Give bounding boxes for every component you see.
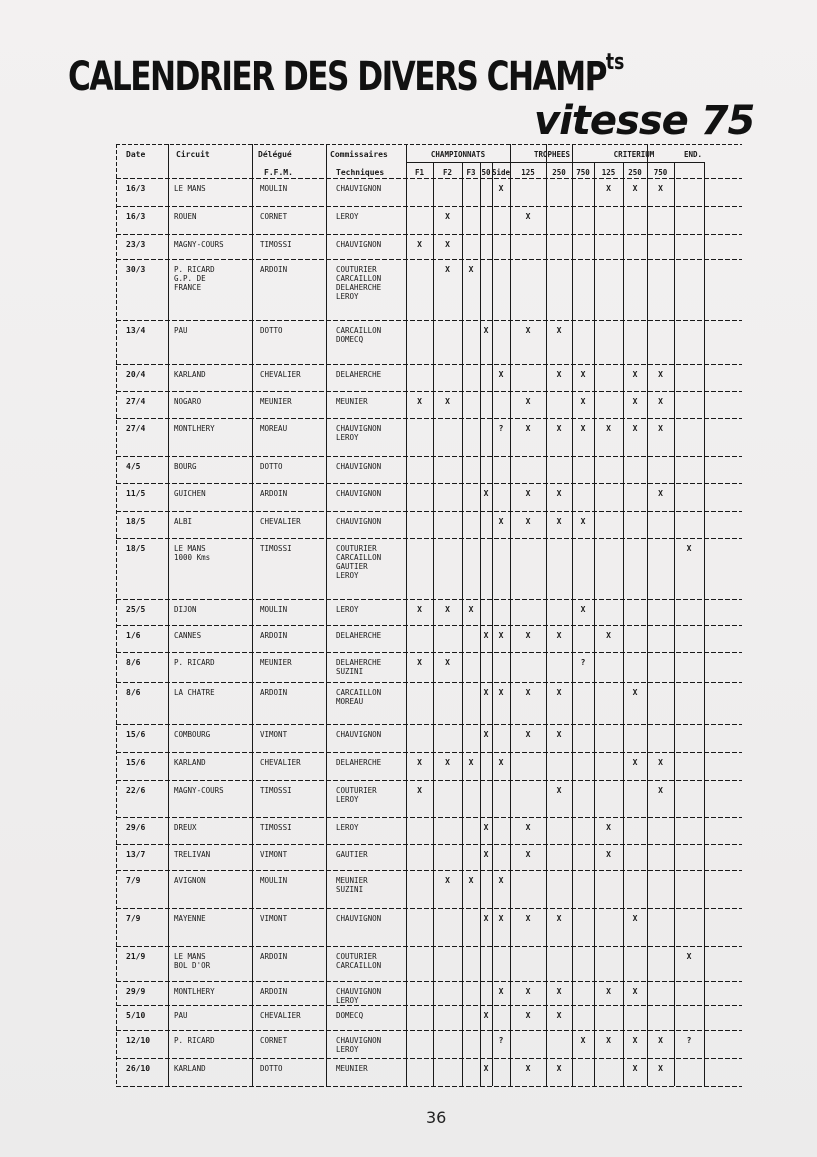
row-mark: X: [658, 1036, 663, 1045]
row-mark: X: [417, 605, 422, 614]
row-mark: X: [525, 730, 531, 739]
row-commissaire: DELAHERCHE: [336, 758, 382, 767]
row-mark: X: [525, 1064, 531, 1073]
header-subcolumn: 250: [552, 168, 566, 177]
row-mark: X: [632, 1036, 638, 1045]
row-mark: X: [632, 397, 638, 406]
row-commissaire: CHAUVIGNON: [336, 424, 382, 433]
row-commissaire: COUTURIER: [336, 265, 377, 274]
row-mark: X: [606, 987, 611, 996]
row-circuit: BOL D'OR: [174, 961, 211, 970]
row-date: 1/6: [126, 631, 141, 640]
row-mark: X: [580, 1036, 586, 1045]
row-mark: X: [686, 952, 692, 961]
row-delegue: CHEVALIER: [260, 517, 301, 526]
row-mark: X: [483, 688, 489, 697]
row-mark: X: [483, 850, 489, 859]
row-mark: X: [556, 914, 562, 923]
row-date: 27/4: [126, 397, 146, 406]
header-date: Date: [126, 150, 146, 159]
row-circuit: P. RICARD: [174, 658, 215, 667]
row-mark: X: [632, 370, 638, 379]
row-mark: X: [556, 517, 562, 526]
row-date: 8/6: [126, 658, 141, 667]
row-circuit: BOURG: [174, 462, 197, 471]
row-mark: X: [483, 914, 489, 923]
row-date: 23/3: [126, 240, 146, 249]
header-subcolumn: Side: [491, 168, 511, 177]
row-commissaire: DOMECQ: [336, 335, 364, 344]
calendar-table: [116, 144, 742, 1094]
row-date: 18/5: [126, 517, 146, 526]
row-commissaire: CARCAILLON: [336, 274, 382, 283]
row-commissaire: CHAUVIGNON: [336, 517, 382, 526]
row-date: 26/10: [126, 1064, 151, 1073]
row-mark: X: [498, 987, 504, 996]
row-commissaire: CARCAILLON: [336, 961, 382, 970]
row-circuit: KARLAND: [174, 758, 206, 767]
row-mark: X: [445, 605, 450, 614]
row-delegue: TIMOSSI: [260, 823, 292, 832]
row-mark: X: [556, 730, 562, 739]
row-circuit: MAGNY-COURS: [174, 786, 224, 795]
row-delegue: DOTTO: [260, 462, 283, 471]
row-delegue: TIMOSSI: [260, 786, 292, 795]
header-commissaires: Commissaires: [330, 150, 388, 159]
row-mark: X: [483, 326, 489, 335]
row-mark: X: [417, 758, 422, 767]
row-commissaire: CHAUVIGNON: [336, 184, 382, 193]
row-mark: X: [483, 1011, 489, 1020]
row-mark: X: [632, 914, 638, 923]
row-commissaire: COUTURIER: [336, 952, 377, 961]
row-mark: X: [606, 184, 611, 193]
row-mark: X: [525, 212, 531, 221]
row-delegue: DOTTO: [260, 1064, 283, 1073]
row-mark: X: [632, 987, 638, 996]
row-mark: X: [632, 758, 638, 767]
row-mark: X: [556, 1011, 562, 1020]
row-mark: X: [417, 658, 422, 667]
row-date: 16/3: [126, 184, 146, 193]
row-delegue: CORNET: [260, 212, 288, 221]
row-mark: X: [525, 489, 531, 498]
row-commissaire: CHAUVIGNON: [336, 1036, 382, 1045]
row-delegue: DOTTO: [260, 326, 283, 335]
row-mark: X: [606, 631, 611, 640]
row-mark: X: [606, 424, 611, 433]
row-mark: X: [658, 424, 663, 433]
row-date: 12/10: [126, 1036, 151, 1045]
row-circuit: G.P. DE: [174, 274, 206, 283]
header-championnats: CHAMPIONNATS: [430, 150, 486, 159]
row-mark: X: [525, 631, 531, 640]
row-mark: X: [606, 1036, 611, 1045]
row-date: 22/6: [126, 786, 146, 795]
row-mark: X: [445, 397, 450, 406]
row-mark: X: [580, 424, 586, 433]
row-mark: X: [417, 786, 422, 795]
row-mark: X: [483, 489, 489, 498]
row-mark: X: [580, 370, 586, 379]
row-mark: X: [498, 876, 504, 885]
row-mark: X: [580, 605, 586, 614]
row-mark: X: [525, 1011, 531, 1020]
row-circuit: COMBOURG: [174, 730, 211, 739]
row-mark: X: [483, 631, 489, 640]
row-commissaire: CARCAILLON: [336, 688, 382, 697]
row-date: 27/4: [126, 424, 146, 433]
row-circuit: DREUX: [174, 823, 197, 832]
row-circuit: TRELIVAN: [174, 850, 211, 859]
row-mark: X: [632, 1064, 638, 1073]
row-circuit: MONTLHERY: [174, 424, 215, 433]
row-commissaire: LEROY: [336, 1045, 359, 1054]
row-commissaire: CHAUVIGNON: [336, 914, 382, 923]
row-commissaire: MEUNIER: [336, 397, 368, 406]
row-commissaire: SUZINI: [336, 885, 364, 894]
row-circuit: ALBI: [174, 517, 193, 526]
row-mark: X: [483, 730, 489, 739]
row-circuit: MAGNY-COURS: [174, 240, 224, 249]
row-commissaire: LEROY: [336, 292, 359, 301]
header-ffm: F.F.M.: [264, 168, 293, 177]
header-criterium: CRITERIUM: [613, 150, 655, 159]
row-commissaire: GAUTIER: [336, 850, 368, 859]
row-commissaire: CHAUVIGNON: [336, 730, 382, 739]
header-subcolumn: 250: [628, 168, 642, 177]
row-mark: X: [445, 240, 450, 249]
row-commissaire: LEROY: [336, 571, 359, 580]
row-circuit: ROUEN: [174, 212, 197, 221]
row-delegue: CORNET: [260, 1036, 288, 1045]
row-delegue: ARDOIN: [260, 688, 288, 697]
page-number: 36: [426, 1108, 447, 1127]
row-mark: X: [556, 688, 562, 697]
row-mark: X: [606, 850, 611, 859]
row-mark: X: [417, 240, 422, 249]
row-mark: X: [686, 544, 692, 553]
row-mark: X: [556, 370, 562, 379]
row-delegue: VIMONT: [260, 914, 288, 923]
row-circuit: LE MANS: [174, 952, 206, 961]
row-mark: X: [525, 517, 531, 526]
row-commissaire: CHAUVIGNON: [336, 489, 382, 498]
row-mark: X: [632, 688, 638, 697]
row-date: 13/7: [126, 850, 146, 859]
row-date: 25/5: [126, 605, 146, 614]
row-mark: X: [483, 1064, 489, 1073]
row-mark: X: [632, 424, 638, 433]
row-commissaire: MEUNIER: [336, 1064, 368, 1073]
row-circuit: P. RICARD: [174, 265, 215, 274]
row-mark: ?: [580, 658, 586, 667]
row-commissaire: CHAUVIGNON: [336, 240, 382, 249]
row-circuit: MONTLHERY: [174, 987, 215, 996]
header-end: END.: [683, 150, 703, 159]
row-mark: X: [580, 517, 586, 526]
row-mark: X: [580, 397, 586, 406]
row-commissaire: CARCAILLON: [336, 553, 382, 562]
row-mark: X: [417, 397, 422, 406]
row-mark: X: [556, 631, 562, 640]
header-delegue: Délégué: [258, 150, 292, 159]
row-mark: X: [556, 424, 562, 433]
row-commissaire: COUTURIER: [336, 544, 377, 553]
row-mark: X: [468, 758, 474, 767]
header-subcolumn: 125: [521, 168, 535, 177]
row-circuit: 1000 Kms: [174, 553, 211, 562]
header-trophees: TROPHEES: [533, 150, 571, 159]
row-circuit: NOGARO: [174, 397, 202, 406]
row-mark: X: [556, 326, 562, 335]
row-mark: X: [498, 914, 504, 923]
row-delegue: ARDOIN: [260, 489, 288, 498]
row-mark: X: [445, 265, 450, 274]
row-mark: X: [658, 758, 663, 767]
row-circuit: KARLAND: [174, 370, 206, 379]
row-delegue: TIMOSSI: [260, 240, 292, 249]
row-mark: X: [498, 688, 504, 697]
row-mark: X: [556, 489, 562, 498]
row-date: 29/6: [126, 823, 146, 832]
row-mark: X: [468, 265, 474, 274]
row-circuit: P. RICARD: [174, 1036, 215, 1045]
row-commissaire: LEROY: [336, 823, 359, 832]
row-date: 11/5: [126, 489, 146, 498]
row-delegue: ARDOIN: [260, 987, 288, 996]
row-date: 30/3: [126, 265, 146, 274]
header-subcolumn: 750: [653, 168, 668, 177]
row-mark: X: [525, 987, 531, 996]
row-mark: X: [525, 424, 531, 433]
header-subcolumn: 50: [481, 168, 491, 177]
row-mark: X: [483, 823, 489, 832]
row-date: 15/6: [126, 758, 146, 767]
row-mark: X: [658, 1064, 663, 1073]
row-mark: X: [445, 758, 450, 767]
row-mark: X: [498, 370, 504, 379]
row-delegue: VIMONT: [260, 850, 288, 859]
row-delegue: MOREAU: [260, 424, 288, 433]
row-mark: X: [556, 1064, 562, 1073]
row-delegue: CHEVALIER: [260, 1011, 301, 1020]
page-subtitle: vitesse 75: [534, 98, 755, 144]
row-delegue: MEUNIER: [260, 397, 292, 406]
row-delegue: MOULIN: [260, 605, 288, 614]
row-date: 20/4: [126, 370, 146, 379]
header-subcolumn: F3: [466, 168, 476, 177]
row-commissaire: CARCAILLON: [336, 326, 382, 335]
row-circuit: AVIGNON: [174, 876, 206, 885]
row-delegue: ARDOIN: [260, 265, 288, 274]
row-commissaire: MEUNIER: [336, 876, 368, 885]
header-techniques: Techniques: [336, 168, 385, 177]
row-commissaire: DOMECQ: [336, 1011, 364, 1020]
row-date: 13/4: [126, 326, 146, 335]
row-circuit: MAYENNE: [174, 914, 206, 923]
row-mark: X: [525, 914, 531, 923]
row-circuit: GUICHEN: [174, 489, 206, 498]
row-commissaire: GAUTIER: [336, 562, 368, 571]
row-mark: X: [445, 212, 450, 221]
row-mark: X: [632, 184, 638, 193]
header-subcolumn: 125: [601, 168, 616, 177]
header-subcolumn: F1: [414, 168, 425, 177]
row-date: 16/3: [126, 212, 146, 221]
row-mark: X: [468, 876, 474, 885]
row-commissaire: LEROY: [336, 795, 359, 804]
row-mark: X: [468, 605, 474, 614]
row-date: 21/9: [126, 952, 146, 961]
row-delegue: MOULIN: [260, 184, 288, 193]
row-date: 15/6: [126, 730, 146, 739]
row-delegue: ARDOIN: [260, 631, 288, 640]
row-date: 7/9: [126, 876, 141, 885]
row-delegue: VIMONT: [260, 730, 288, 739]
row-commissaire: DELAHERCHE: [336, 370, 382, 379]
row-commissaire: DELAHERCHE: [336, 658, 382, 667]
row-mark: X: [606, 823, 611, 832]
row-commissaire: LEROY: [336, 212, 359, 221]
row-mark: ?: [686, 1036, 692, 1045]
row-circuit: CANNES: [174, 631, 202, 640]
row-mark: ?: [498, 424, 504, 433]
row-mark: X: [498, 517, 504, 526]
row-commissaire: DELAHERCHE: [336, 631, 382, 640]
page-title: CALENDRIER DES DIVERS $CHAMP^{ts}$: [68, 50, 625, 100]
row-date: 4/5: [126, 462, 141, 471]
row-commissaire: LEROY: [336, 996, 359, 1005]
row-commissaire: MOREAU: [336, 697, 364, 706]
row-circuit: PAU: [174, 326, 188, 335]
row-delegue: CHEVALIER: [260, 370, 301, 379]
row-commissaire: CHAUVIGNON: [336, 462, 382, 471]
row-circuit: DIJON: [174, 605, 197, 614]
header-subcolumn: 750: [576, 168, 590, 177]
row-mark: ?: [498, 1036, 504, 1045]
header-subcolumn: F2: [442, 168, 453, 177]
row-mark: X: [658, 489, 663, 498]
row-circuit: PAU: [174, 1011, 188, 1020]
row-delegue: ARDOIN: [260, 952, 288, 961]
row-mark: X: [658, 786, 663, 795]
row-mark: X: [525, 688, 531, 697]
row-circuit: FRANCE: [174, 283, 202, 292]
row-delegue: MOULIN: [260, 876, 288, 885]
row-circuit: LA CHATRE: [174, 688, 215, 697]
row-mark: X: [498, 758, 504, 767]
row-date: 5/10: [126, 1011, 146, 1020]
row-mark: X: [445, 658, 450, 667]
row-circuit: LE MANS: [174, 544, 206, 553]
row-mark: X: [525, 397, 531, 406]
row-commissaire: COUTURIER: [336, 786, 377, 795]
row-commissaire: LEROY: [336, 605, 359, 614]
row-circuit: LE MANS: [174, 184, 206, 193]
row-date: 18/5: [126, 544, 146, 553]
row-delegue: TIMOSSI: [260, 544, 292, 553]
row-mark: X: [498, 184, 504, 193]
row-delegue: CHEVALIER: [260, 758, 301, 767]
row-commissaire: CHAUVIGNON: [336, 987, 382, 996]
row-mark: X: [525, 823, 531, 832]
row-mark: X: [556, 987, 562, 996]
row-mark: X: [445, 876, 450, 885]
row-mark: X: [658, 184, 663, 193]
row-mark: X: [498, 631, 504, 640]
row-mark: X: [658, 397, 663, 406]
row-mark: X: [556, 786, 562, 795]
row-mark: X: [658, 370, 663, 379]
calendar-table-grid: [116, 144, 742, 1094]
row-commissaire: SUZINI: [336, 667, 364, 676]
row-mark: X: [525, 850, 531, 859]
row-date: 29/9: [126, 987, 146, 996]
row-mark: X: [525, 326, 531, 335]
row-commissaire: LEROY: [336, 433, 359, 442]
row-delegue: MEUNIER: [260, 658, 292, 667]
row-circuit: KARLAND: [174, 1064, 206, 1073]
header-circuit: Circuit: [176, 150, 210, 159]
row-commissaire: DELAHERCHE: [336, 283, 382, 292]
row-date: 8/6: [126, 688, 141, 697]
row-date: 7/9: [126, 914, 141, 923]
